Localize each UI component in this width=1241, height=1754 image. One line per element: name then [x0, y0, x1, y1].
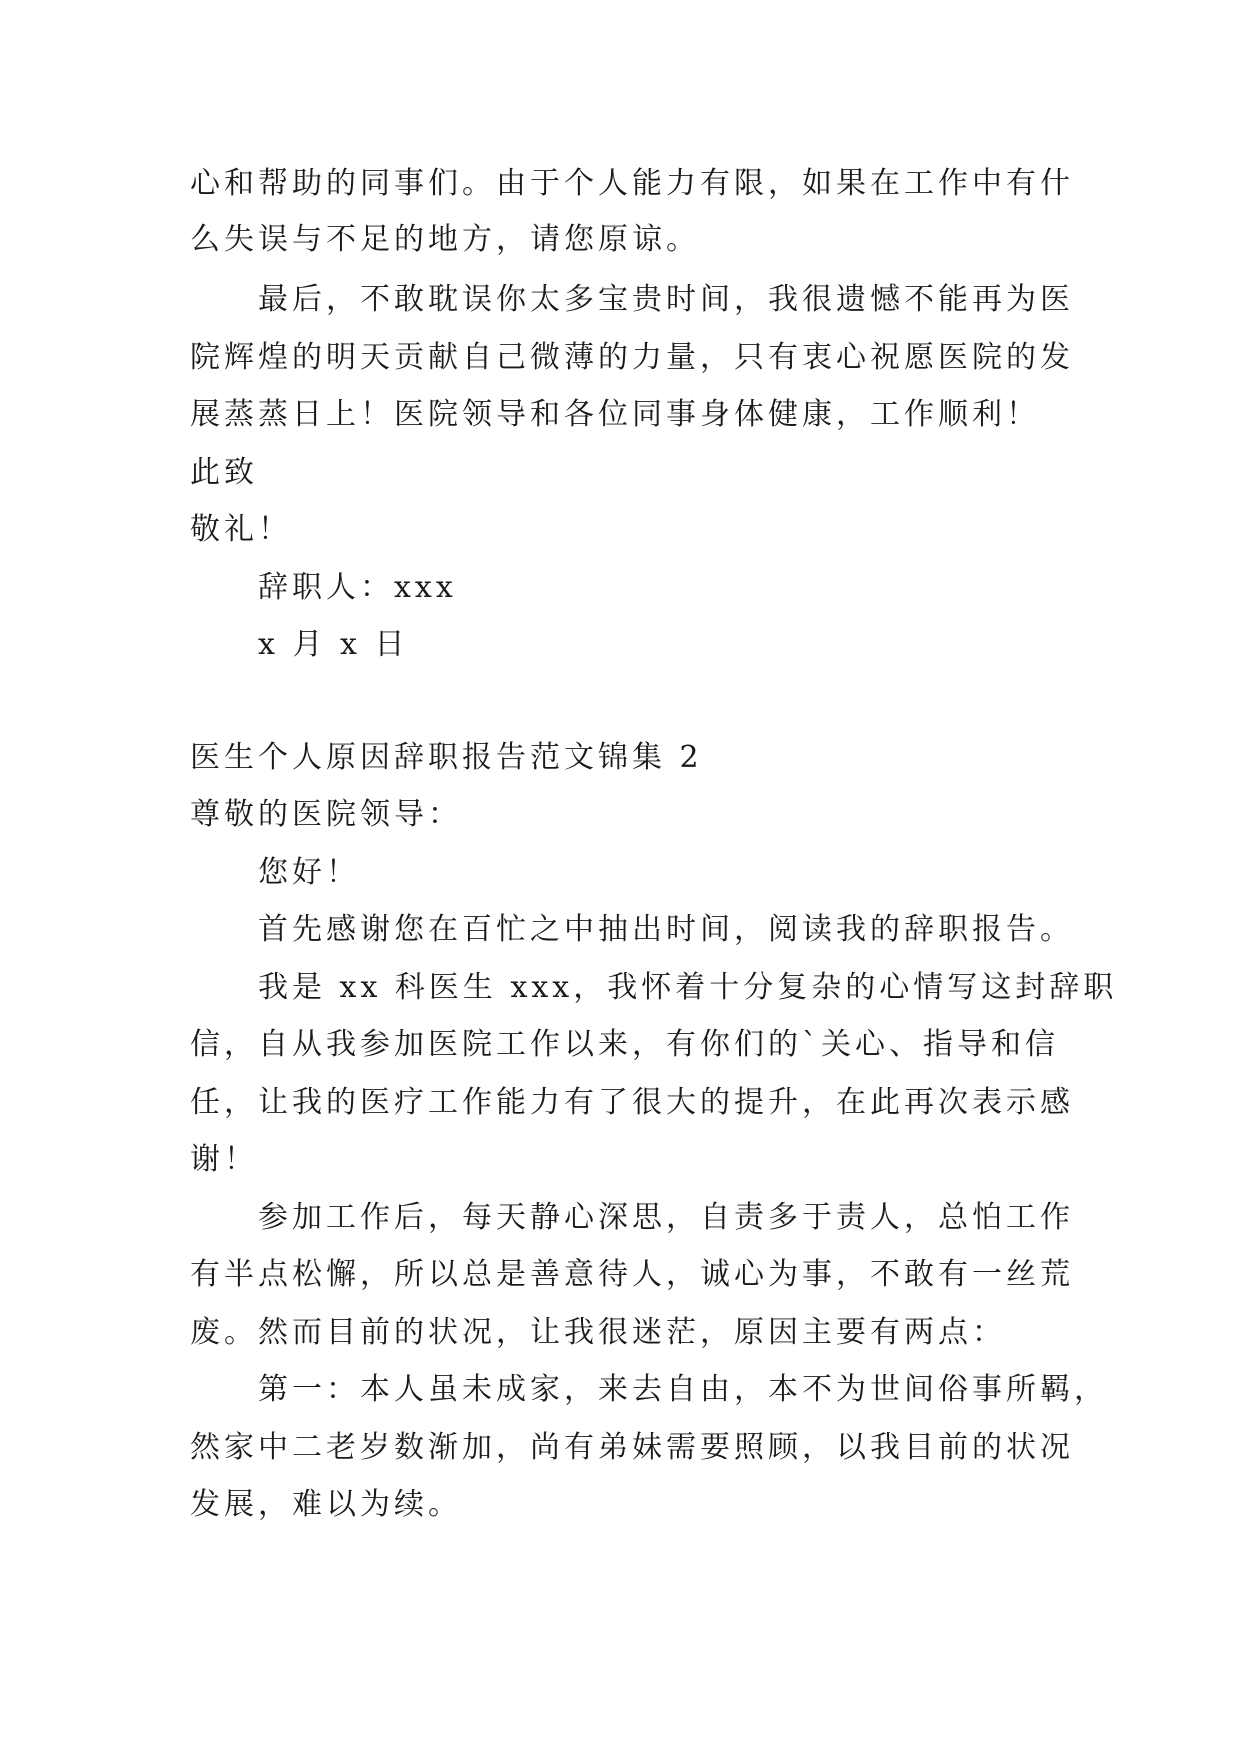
text-line: 参加工作后，每天静心深思，自责多于责人，总怕工作	[258, 1200, 1074, 1235]
text-line: 废。然而目前的状况，让我很迷茫，原因主要有两点：	[190, 1315, 1006, 1350]
signature-line: 辞职人：xxx	[258, 570, 457, 605]
closing-salutation: 此致	[190, 455, 258, 490]
text-line: 有半点松懈，所以总是善意待人，诚心为事，不敢有一丝荒	[190, 1257, 1074, 1292]
text-line: 么失误与不足的地方，请您原谅。	[190, 222, 700, 257]
text-line: 您好！	[258, 855, 360, 890]
text-line: 第一：本人虽未成家，来去自由，本不为世间俗事所羁，	[258, 1372, 1108, 1407]
text-line: 信，自从我参加医院工作以来，有你们的`关心、指导和信	[190, 1027, 1059, 1062]
text-line: 发展，难以为续。	[190, 1487, 462, 1522]
text-line: 谢！	[190, 1142, 258, 1177]
closing-regards: 敬礼！	[190, 512, 292, 547]
text-line: 最后，不敢耽误你太多宝贵时间，我很遗憾不能再为医	[258, 282, 1074, 317]
section-title: 医生个人原因辞职报告范文锦集 2	[190, 740, 703, 775]
text-line: 院辉煌的明天贡献自己微薄的力量，只有衷心祝愿医院的发	[190, 340, 1074, 375]
text-line: 我是 xx 科医生 xxx，我怀着十分复杂的心情写这封辞职	[258, 970, 1118, 1005]
greeting: 尊敬的医院领导：	[190, 797, 462, 832]
text-line: 展蒸蒸日上！医院领导和各位同事身体健康，工作顺利！	[190, 397, 1040, 432]
text-line: 心和帮助的同事们。由于个人能力有限，如果在工作中有什	[190, 166, 1074, 201]
text-line: 首先感谢您在百忙之中抽出时间，阅读我的辞职报告。	[258, 912, 1074, 947]
text-line: 然家中二老岁数渐加，尚有弟妹需要照顾，以我目前的状况	[190, 1430, 1074, 1465]
text-line: 任，让我的医疗工作能力有了很大的提升，在此再次表示感	[190, 1085, 1074, 1120]
date-line: x 月 x 日	[258, 627, 409, 662]
